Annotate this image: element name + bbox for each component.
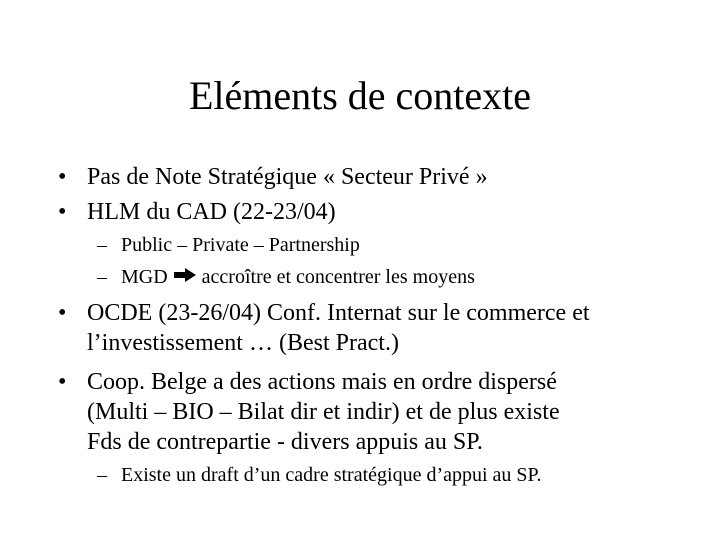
bullet-text: Fds de contrepartie - divers appuis au SP.: [87, 429, 483, 455]
bullet-text: (Multi – BIO – Bilat dir et indir) et de plus existe: [87, 399, 560, 425]
sub-bullet-text: Existe un draft d’un cadre stratégique d’appui au SP.: [121, 464, 542, 486]
bullet-text: Coop. Belge a des actions mais en ordre dispersé: [87, 369, 557, 395]
bullet-text: HLM du CAD (22-23/04): [87, 199, 336, 225]
right-arrow-icon: [174, 263, 196, 289]
bullet-text: OCDE (23-26/04) Conf. Internat sur le commerce et: [87, 300, 590, 326]
bullet-marker: •: [58, 199, 67, 225]
bullet-marker: •: [58, 300, 67, 326]
bullet-marker: •: [58, 369, 67, 395]
sub-bullet-text-after-arrow: accroître et concentrer les moyens: [201, 266, 475, 288]
bullet-marker: •: [58, 164, 67, 190]
slide-title: Eléments de contexte: [188, 73, 532, 118]
sub-bullet-text: Public – Private – Partnership: [121, 234, 360, 256]
dash-marker: –: [97, 464, 107, 486]
bullet-text: Pas de Note Stratégique « Secteur Privé »: [87, 164, 488, 190]
sub-bullet-text: [121, 264, 475, 291]
dash-marker: –: [97, 266, 107, 288]
dash-marker: –: [97, 234, 107, 256]
bullet-text: l’investissement … (Best Pract.): [87, 330, 399, 356]
sub-bullet-text-before-arrow: MGD: [121, 266, 168, 288]
